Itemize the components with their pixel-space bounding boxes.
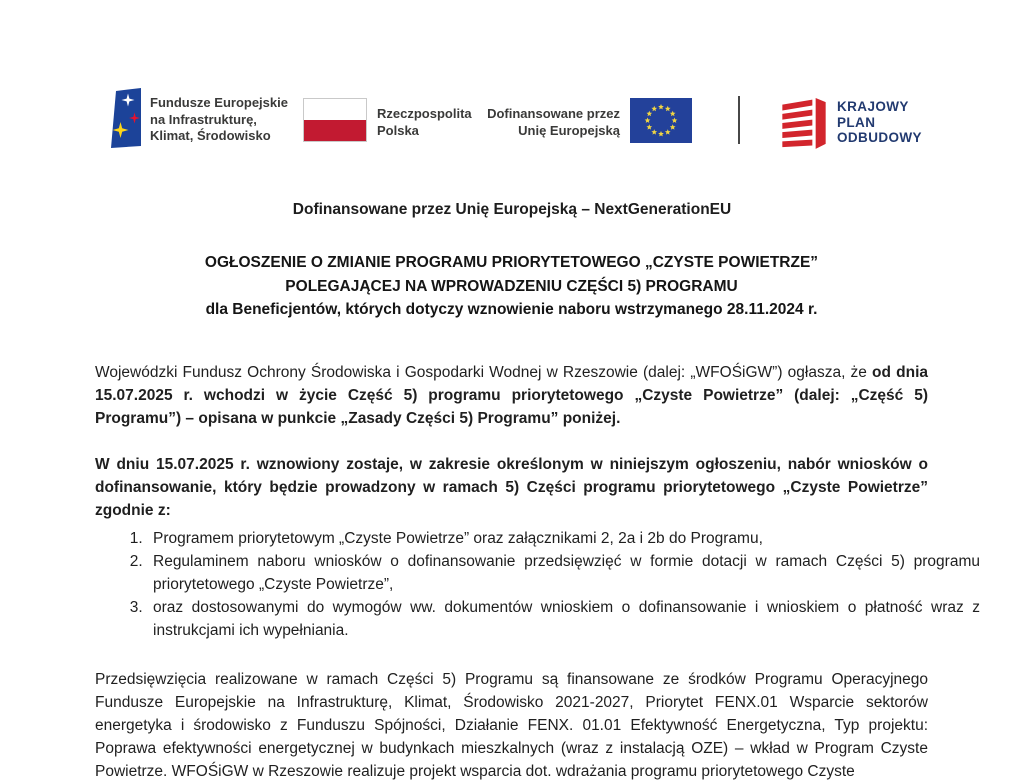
list-item: 1. Programem priorytetowym „Czyste Powietrze” oraz załącznikami 2, 2a i 2b do Programu, (147, 527, 980, 550)
list-item: 3. oraz dostosowanymi do wymogów ww. dokumentów wnioskiem o dofinansowanie i wnioskiem o płatność wraz z instrukcjami ich wypełniania. (147, 596, 980, 642)
kpo-label-line: ODBUDOWY (837, 130, 922, 145)
paragraph-intro (95, 361, 928, 430)
eu-cofunded-label (470, 106, 620, 139)
eu-cofunded-label-line: Unię Europejską (518, 122, 620, 138)
poland-flag-icon (303, 98, 367, 142)
eu-funds-logo-label (150, 95, 288, 145)
paragraph-resumption: W dniu 15.07.2025 r. wznowiony zostaje, w zakresie określonym w niniejszym ogłoszeniu, nabór wniosków o dofinansowanie, który będzie prowadzony w ramach 5) Części programu priorytetowego „Czyste Powietrze” zgodnie z: (95, 456, 928, 519)
eu-cofunded-label-line: Dofinansowane przez (487, 106, 620, 121)
list-item: 2. Regulaminem naboru wniosków o dofinansowanie przedsięwzięć w formie dotacji w ramach Części 5) programu priorytetowego „Czyste Powietrze”, (147, 550, 980, 596)
poland-label-line: Polska (377, 122, 419, 138)
announcement-title-line2: POLEGAJĄCEJ NA WPROWADZENIU CZĘŚCI 5) PROGRAMU (285, 277, 738, 295)
header-divider (738, 96, 740, 144)
poland-flag-red-stripe (304, 120, 366, 141)
cofunded-nextgeneu-line: Dofinansowane przez Unię Europejską – NextGenerationEU (292, 201, 732, 218)
poland-label (377, 106, 472, 139)
kpo-icon (779, 96, 829, 150)
announcement-title-line1: OGŁOSZENIE O ZMIANIE PROGRAMU PRIORYTETOWEGO „CZYSTE POWIETRZE” (204, 254, 819, 271)
announcement-title (95, 251, 928, 322)
paragraph-intro-normal: Wojewódzki Fundusz Ochrony Środowiska i Gospodarki Wodnej w Rzeszowie (dalej: „WFOŚiGW”) ogłasza, że (95, 364, 873, 381)
kpo-label-line: KRAJOWY (837, 99, 909, 114)
poland-flag-white-stripe (304, 99, 366, 120)
eu-funds-flag-icon (108, 87, 144, 149)
announcement-title-line3: dla Beneficjentów, których dotyczy wznowienie naboru wstrzymanego 28.11.2024 r. (205, 301, 818, 318)
eu-funds-logo-line: Klimat, Środowisko (150, 128, 271, 143)
poland-label-line: Rzeczpospolita (377, 106, 472, 121)
eu-flag-icon (630, 98, 692, 143)
document-list (95, 527, 980, 642)
kpo-label (837, 99, 922, 146)
kpo-label-line: PLAN (837, 114, 876, 130)
eu-funds-logo-line: na Infrastrukturę, (150, 111, 257, 127)
eu-funds-logo-line: Fundusze Europejskie (150, 95, 288, 110)
paragraph-financing: Przedsięwzięcia realizowane w ramach Części 5) Programu są finansowane ze środków Programu Operacyjnego Fundusze Europejskie na Infrastrukturę, Klimat, Środowisko 2021-2027, Priorytet FENX.01 Wsparcie sektorów energetyka i środowisko z Funduszu Spójności, Działanie FENX. 01.01 Efektywność Energetyczna, Typ projektu: Poprawa efektywności energetycznej w budynkach mieszkalnych (wraz z instalacją OZE) – wkład w Program Czyste Powietrze. WFOŚiGW w Rzeszowie realizuje projekt wsparcia dot. wdrażania programu priorytetowego Czyste (95, 671, 928, 780)
paragraph-intro-bold: od dnia 15.07.2025 r. wchodzi w życie Część 5) programu priorytetowego „Czyste Powietrze” (dalej: „Część 5) Programu”) – opisana w punkcie „Zasady Części 5) Programu” poniżej. (95, 364, 928, 427)
